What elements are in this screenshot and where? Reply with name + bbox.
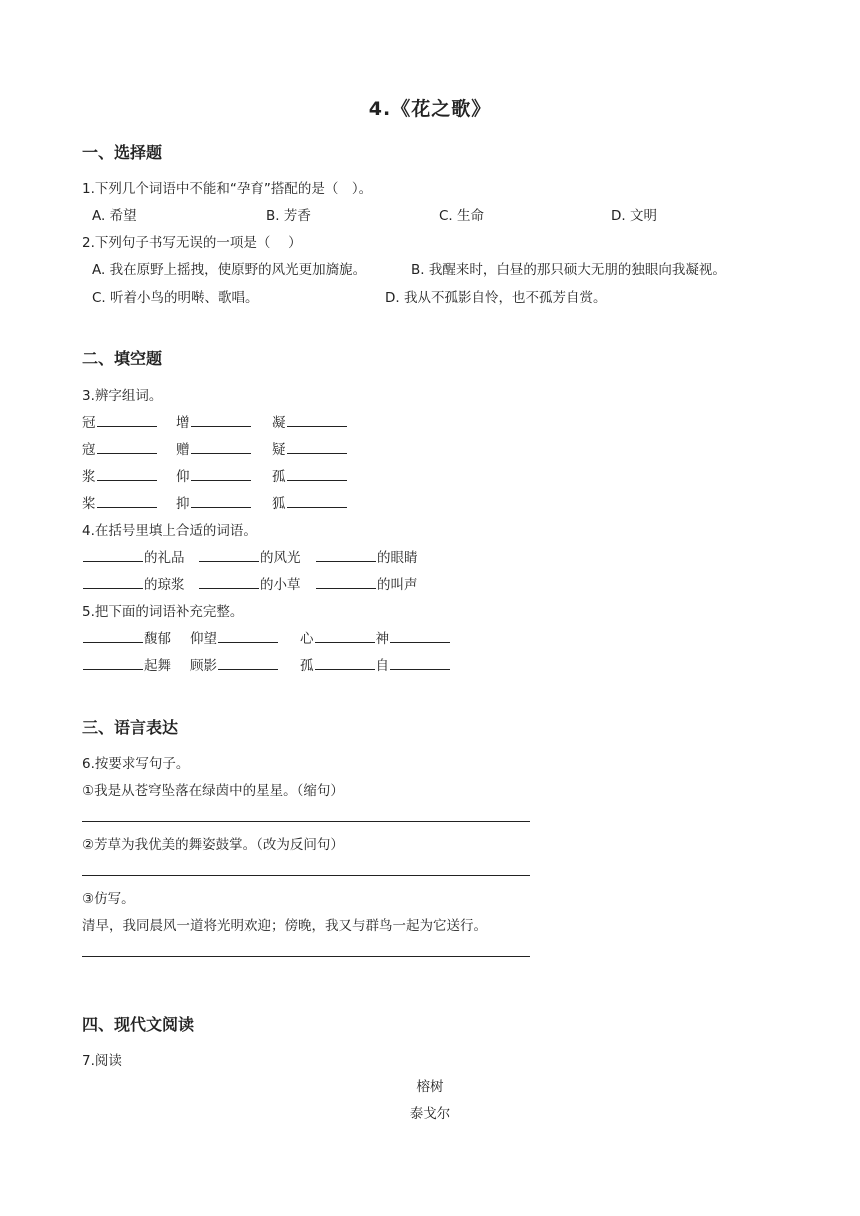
q3-word-group — [176, 492, 252, 512]
q1-option-b: B. 芳香 — [266, 208, 311, 224]
q4-phrase — [82, 546, 185, 566]
q3-word-group — [82, 492, 158, 512]
q5-idiom — [190, 627, 279, 647]
question-5-stem: 5.把下面的词语补充完整。 — [82, 604, 244, 620]
answer-blank[interactable] — [287, 414, 347, 427]
q6-item-2: ②芳草为我优美的舞姿鼓掌。（改为反问句） — [82, 837, 344, 853]
question-1-stem: 1.下列几个词语中不能和“孕育”搭配的是（ ）。 — [82, 181, 373, 197]
answer-blank[interactable] — [97, 414, 157, 427]
q4-phrase — [315, 573, 418, 593]
answer-blank[interactable] — [287, 495, 347, 508]
passage-author: 泰戈尔 — [409, 1106, 451, 1122]
q4-suffix: 的风光 — [260, 550, 301, 566]
answer-blank[interactable] — [199, 576, 259, 589]
page-title: 4.《花之歌》 — [368, 98, 492, 120]
q3-word-group — [272, 411, 348, 431]
answer-blank[interactable] — [97, 468, 157, 481]
q3-char: 孤 — [272, 469, 286, 485]
q3-word-group — [176, 465, 252, 485]
q4-phrase — [82, 573, 185, 593]
q3-char: 增 — [176, 415, 190, 431]
q2-option-a: A. 我在原野上摇拽，使原野的风光更加旖旎。 — [92, 262, 367, 278]
q5-idiom — [190, 654, 279, 674]
q3-char: 冠 — [82, 415, 96, 431]
q6-item-3-text: 清早，我同晨风一道将光明欢迎；傍晚，我又与群鸟一起为它送行。 — [82, 918, 487, 934]
q5-part: 神 — [375, 631, 389, 647]
section-heading-choice: 一、选择题 — [82, 143, 163, 162]
answer-blank[interactable] — [83, 657, 143, 670]
answer-blank[interactable] — [83, 549, 143, 562]
q3-word-group — [82, 465, 158, 485]
q6-item-3: ③仿写。 — [82, 891, 135, 907]
q1-option-a: A. 希望 — [92, 208, 137, 224]
answer-blank[interactable] — [316, 549, 376, 562]
q4-phrase — [198, 573, 301, 593]
answer-blank[interactable] — [191, 495, 251, 508]
section-heading-reading: 四、现代文阅读 — [82, 1015, 195, 1034]
question-4-stem: 4.在括号里填上合适的词语。 — [82, 523, 257, 539]
q4-phrase — [198, 546, 301, 566]
answer-blank[interactable] — [287, 441, 347, 454]
q5-part: 起舞 — [144, 658, 171, 674]
answer-blank[interactable] — [315, 657, 375, 670]
answer-blank[interactable] — [97, 495, 157, 508]
q3-word-group — [176, 411, 252, 431]
question-6-stem: 6.按要求写句子。 — [82, 756, 190, 772]
q4-suffix: 的小草 — [260, 577, 301, 593]
answer-blank[interactable] — [315, 630, 375, 643]
q5-part: 顾影 — [190, 658, 217, 674]
q3-word-group — [272, 492, 348, 512]
q3-word-group — [272, 465, 348, 485]
q5-idiom — [82, 627, 171, 647]
q3-char: 赠 — [176, 442, 190, 458]
q2-option-d: D. 我从不孤影自怜，也不孤芳自赏。 — [385, 290, 607, 306]
q4-suffix: 的礼品 — [144, 550, 185, 566]
q5-idiom — [82, 654, 171, 674]
q5-idiom — [300, 654, 451, 674]
q4-suffix: 的叫声 — [377, 577, 418, 593]
q2-option-c: C. 听着小鸟的明啭、歌唱。 — [92, 290, 259, 306]
passage-title: 榕树 — [416, 1079, 444, 1095]
answer-blank[interactable] — [287, 468, 347, 481]
q6-item-1: ①我是从苍穹坠落在绿茵中的星星。（缩句） — [82, 783, 344, 799]
q3-char: 浆 — [82, 469, 96, 485]
answer-blank[interactable] — [199, 549, 259, 562]
q4-phrase — [315, 546, 418, 566]
q3-word-group — [176, 438, 252, 458]
answer-blank[interactable] — [83, 576, 143, 589]
q4-suffix: 的琼浆 — [144, 577, 185, 593]
q1-option-c: C. 生命 — [439, 208, 485, 224]
q3-char: 寇 — [82, 442, 96, 458]
q5-part: 馥郁 — [144, 631, 171, 647]
question-2-stem: 2.下列句子书写无误的一项是（ ） — [82, 235, 302, 251]
q5-part: 心 — [300, 631, 314, 647]
q5-part: 孤 — [300, 658, 314, 674]
section-heading-fill: 二、填空题 — [82, 349, 163, 368]
q2-option-b: B. 我醒来时，白昼的那只硕大无朋的独眼向我凝视。 — [411, 262, 726, 278]
answer-line[interactable] — [82, 821, 530, 822]
q3-char: 狐 — [272, 496, 286, 512]
answer-blank[interactable] — [390, 657, 450, 670]
question-3-stem: 3.辨字组词。 — [82, 388, 163, 404]
answer-line[interactable] — [82, 875, 530, 876]
q3-word-group — [272, 438, 348, 458]
answer-blank[interactable] — [316, 576, 376, 589]
answer-blank[interactable] — [191, 414, 251, 427]
q3-char: 桨 — [82, 496, 96, 512]
q5-part: 自 — [375, 658, 389, 674]
q3-word-group — [82, 411, 158, 431]
section-heading-expression: 三、语言表达 — [82, 718, 179, 737]
q3-char: 疑 — [272, 442, 286, 458]
answer-blank[interactable] — [83, 630, 143, 643]
q3-char: 凝 — [272, 415, 286, 431]
question-7-stem: 7.阅读 — [82, 1053, 122, 1069]
answer-blank[interactable] — [390, 630, 450, 643]
q5-part: 仰望 — [190, 631, 217, 647]
q4-suffix: 的眼睛 — [377, 550, 418, 566]
answer-blank[interactable] — [191, 468, 251, 481]
answer-line[interactable] — [82, 956, 530, 957]
q3-word-group — [82, 438, 158, 458]
answer-blank[interactable] — [191, 441, 251, 454]
answer-blank[interactable] — [218, 657, 278, 670]
q1-option-d: D. 文明 — [611, 208, 657, 224]
q3-char: 抑 — [176, 496, 190, 512]
q3-char: 仰 — [176, 469, 190, 485]
q5-idiom — [300, 627, 451, 647]
answer-blank[interactable] — [97, 441, 157, 454]
answer-blank[interactable] — [218, 630, 278, 643]
